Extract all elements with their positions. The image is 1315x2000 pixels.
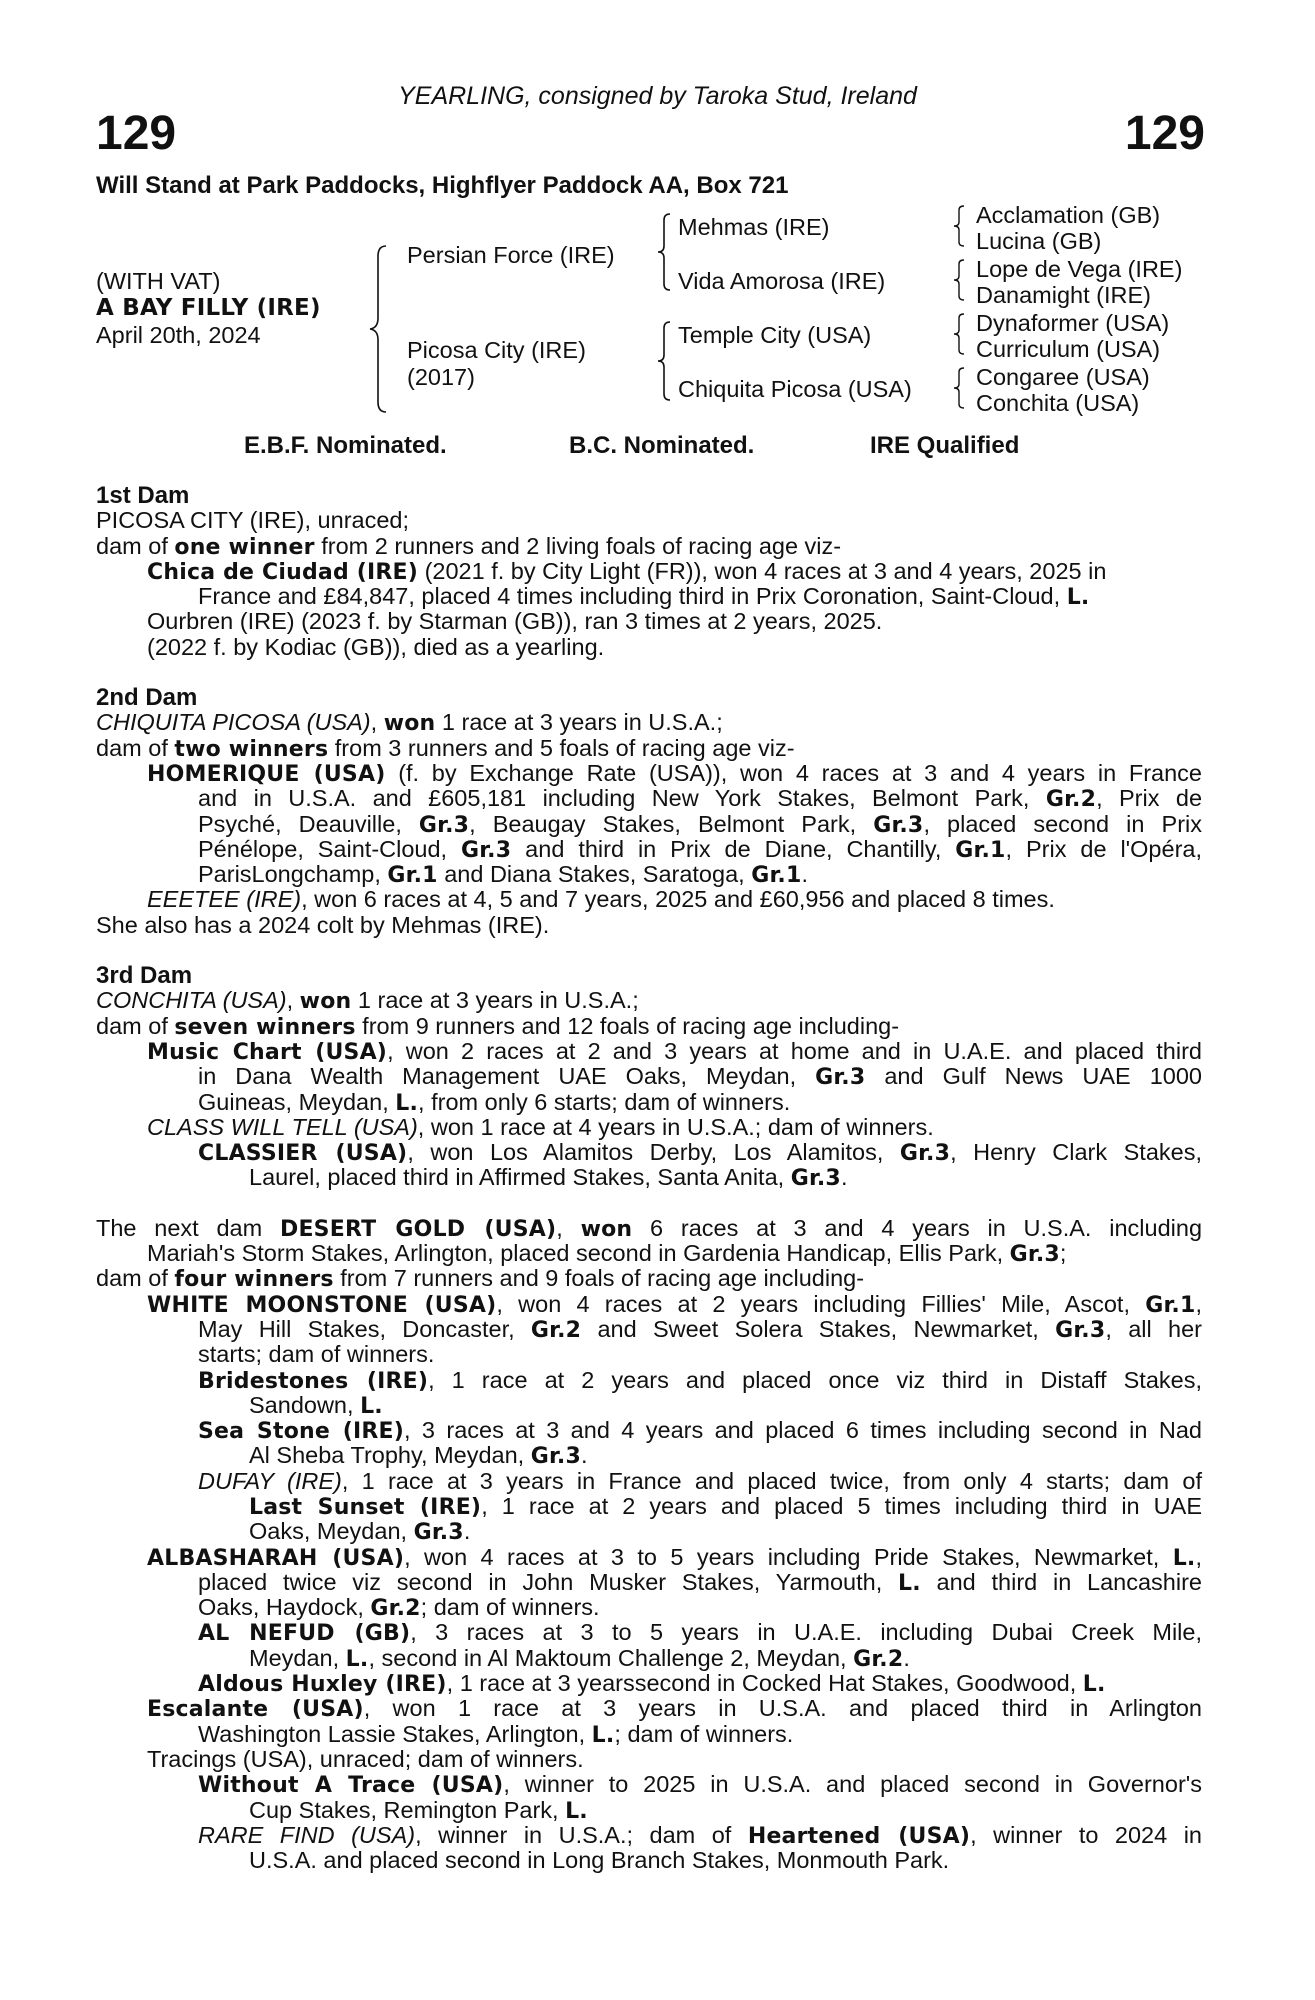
produce-line: AL NEFUD (GB), 3 races at 3 to 5 years in U.A.E. including Dubai Creek Mile, xyxy=(198,1619,1203,1647)
produce-line: Psyché, Deauville, Gr.3, Beaugay Stakes, Belmont Park, Gr.3, placed second in Prix xyxy=(198,810,1202,838)
produce-line: Oaks, Meydan, Gr.3. xyxy=(249,1518,471,1546)
produce-line: She also has a 2024 colt by Mehmas (IRE). xyxy=(96,911,550,938)
produce-line: Tracings (USA), unraced; dam of winners. xyxy=(147,1745,584,1772)
produce-line: ParisLongchamp, Gr.1 and Diana Stakes, Saratoga, Gr.1. xyxy=(198,861,808,889)
first-dam-heading: 1st Dam xyxy=(96,482,190,509)
gen3-sss: Acclamation (GB) xyxy=(976,202,1161,228)
stand-location: Will Stand at Park Paddocks, Highflyer Paddock AA, Box 721 xyxy=(96,172,789,199)
pedigree-brace-dam xyxy=(654,320,674,402)
third-dam-line: CONCHITA (USA), won 1 race at 3 years in U.S.A.; xyxy=(96,987,639,1015)
produce-line: Music Chart (USA), won 2 races at 2 and 3 years at home and in U.A.E. and placed third xyxy=(147,1037,1202,1065)
produce-line: Sandown, L. xyxy=(249,1391,383,1419)
produce-line: U.S.A. and placed second in Long Branch Stakes, Monmouth Park. xyxy=(249,1847,950,1874)
produce-line: HOMERIQUE (USA) (f. by Exchange Rate (USA)), won 4 races at 3 and 4 years in France xyxy=(147,759,1202,787)
produce-line: CLASSIER (USA), won Los Alamitos Derby, Los Alamitos, Gr.3, Henry Clark Stakes, xyxy=(198,1139,1203,1167)
vat-note: (WITH VAT) xyxy=(96,268,221,294)
produce-line: RARE FIND (USA), winner in U.S.A.; dam of Heartened (USA), winner to 2024 in xyxy=(198,1821,1202,1849)
produce-line: in Dana Wealth Management UAE Oaks, Meydan, Gr.3 and Gulf News UAE 1000 xyxy=(198,1063,1202,1091)
produce-line: Meydan, L., second in Al Maktoum Challenge 2, Meydan, Gr.2. xyxy=(249,1644,910,1672)
gen3-dds: Congaree (USA) xyxy=(976,364,1150,390)
produce-line: Aldous Huxley (IRE), 1 race at 3 yearssecond in Cocked Hat Stakes, Goodwood, L. xyxy=(198,1670,1106,1698)
produce-line: Last Sunset (IRE), 1 race at 2 years and placed 5 times including third in UAE xyxy=(249,1492,1202,1520)
gen3-sdd: Danamight (IRE) xyxy=(976,282,1151,308)
pedigree-brace-ds xyxy=(950,312,968,356)
pedigree-brace-ss xyxy=(950,204,968,248)
produce-line: Washington Lassie Stakes, Arlington, L.; dam of winners. xyxy=(198,1720,794,1748)
gen3-dsd: Curriculum (USA) xyxy=(976,336,1161,362)
pedigree-brace-sire xyxy=(654,212,674,292)
next-dam-line: The next dam DESERT GOLD (USA), won 6 races at 3 and 4 years in U.S.A. including xyxy=(96,1214,1203,1242)
gen3-ssd: Lucina (GB) xyxy=(976,228,1102,254)
next-dam-line: Mariah's Storm Stakes, Arlington, placed second in Gardenia Handicap, Ellis Park, Gr.3; xyxy=(147,1240,1067,1268)
foaling-date: April 20th, 2024 xyxy=(96,322,261,348)
dam-dam: Chiquita Picosa (USA) xyxy=(678,376,912,402)
produce-line: Pénélope, Saint-Cloud, Gr.3 and third in Prix de Diane, Chantilly, Gr.1, Prix de l'Opéra, xyxy=(198,835,1202,863)
third-dam-produce-summary: dam of seven winners from 9 runners and 12 foals of racing age including- xyxy=(96,1012,900,1040)
second-dam-line: CHIQUITA PICOSA (USA), won 1 race at 3 years in U.S.A.; xyxy=(96,709,723,737)
produce-line: Cup Stakes, Remington Park, L. xyxy=(249,1796,588,1824)
produce-line: May Hill Stakes, Doncaster, Gr.2 and Sweet Solera Stakes, Newmarket, Gr.3, all her xyxy=(198,1315,1202,1343)
consignor-subtitle: YEARLING, consigned by Taroka Stud, Ireland xyxy=(398,82,917,110)
produce-line: Laurel, placed third in Affirmed Stakes, Santa Anita, Gr.3. xyxy=(249,1164,848,1192)
third-dam-heading: 3rd Dam xyxy=(96,962,193,990)
horse-name: A BAY FILLY (IRE) xyxy=(96,295,321,321)
first-dam-produce-summary: dam of one winner from 2 runners and 2 living foals of racing age viz- xyxy=(96,532,842,560)
produce-line: Escalante (USA), won 1 race at 3 years in U.S.A. and placed third in Arlington xyxy=(147,1695,1202,1723)
produce-line: starts; dam of winners. xyxy=(198,1341,435,1368)
pedigree-brace-main xyxy=(366,244,390,414)
dam-lines xyxy=(96,483,1202,1873)
gen3-sds: Lope de Vega (IRE) xyxy=(976,256,1183,282)
second-dam-produce-summary: dam of two winners from 3 runners and 5 foals of racing age viz- xyxy=(96,734,795,762)
next-dam-produce-summary: dam of four winners from 7 runners and 9 foals of racing age including- xyxy=(96,1265,865,1293)
ire-qualification: IRE Qualified xyxy=(870,432,1020,459)
sire-name: Persian Force (IRE) xyxy=(407,242,615,268)
gen3-ddd: Conchita (USA) xyxy=(976,390,1140,416)
dam-year: (2017) xyxy=(407,364,475,390)
produce-line: ALBASHARAH (USA), won 4 races at 3 to 5 years including Pride Stakes, Newmarket, L., xyxy=(147,1543,1202,1571)
produce-line: Bridestones (IRE), 1 race at 2 years and placed once viz third in Distaff Stakes, xyxy=(198,1366,1202,1394)
produce-line: CLASS WILL TELL (USA), won 1 race at 4 years in U.S.A.; dam of winners. xyxy=(147,1113,934,1140)
produce-line: (2022 f. by Kodiac (GB)), died as a yearling. xyxy=(147,633,605,660)
pedigree-brace-sd xyxy=(950,258,968,302)
dam-name: Picosa City (IRE) xyxy=(407,337,586,363)
produce-line: Ourbren (IRE) (2023 f. by Starman (GB)), ran 3 times at 2 years, 2025. xyxy=(147,608,883,635)
produce-line: Guineas, Meydan, L., from only 6 starts; dam of winners. xyxy=(198,1088,791,1116)
dam-sire: Temple City (USA) xyxy=(678,322,872,348)
sire-dam: Vida Amorosa (IRE) xyxy=(678,268,886,294)
produce-line: WHITE MOONSTONE (USA), won 4 races at 2 years including Fillies' Mile, Ascot, Gr.1, xyxy=(147,1290,1202,1318)
ebf-nomination: E.B.F. Nominated. xyxy=(244,432,447,459)
sire-sire: Mehmas (IRE) xyxy=(678,214,830,240)
produce-line: Al Sheba Trophy, Meydan, Gr.3. xyxy=(249,1442,588,1470)
produce-line: Chica de Ciudad (IRE) (2021 f. by City Light (FR)), won 4 races at 3 and 4 years, 2025 in xyxy=(147,557,1107,585)
produce-line: EEETEE (IRE), won 6 races at 4, 5 and 7 years, 2025 and £60,956 and placed 8 times. xyxy=(147,886,1055,913)
produce-line: Oaks, Haydock, Gr.2; dam of winners. xyxy=(198,1594,600,1622)
produce-line: Sea Stone (IRE), 3 races at 3 and 4 years and placed 6 times including second in Nad xyxy=(198,1417,1202,1445)
first-dam-line: PICOSA CITY (IRE), unraced; xyxy=(96,507,410,534)
produce-line: Without A Trace (USA), winner to 2025 in U.S.A. and placed second in Governor's xyxy=(198,1771,1203,1799)
pedigree-brace-dd xyxy=(950,366,968,410)
produce-line: and in U.S.A. and £605,181 including New York Stakes, Belmont Park, Gr.2, Prix de xyxy=(198,785,1203,813)
gen3-dss: Dynaformer (USA) xyxy=(976,310,1170,336)
produce-line: DUFAY (IRE), 1 race at 3 years in France and placed twice, from only 4 starts; dam of xyxy=(198,1467,1202,1494)
second-dam-heading: 2nd Dam xyxy=(96,684,198,712)
lot-number-left: 129 xyxy=(96,107,177,160)
produce-line: France and £84,847, placed 4 times including third in Prix Coronation, Saint-Cloud, L. xyxy=(198,583,1090,611)
bc-nomination: B.C. Nominated. xyxy=(569,432,755,459)
lot-number-right: 129 xyxy=(1124,107,1205,160)
produce-line: placed twice viz second in John Musker Stakes, Yarmouth, L. and third in Lancashire xyxy=(198,1568,1202,1596)
